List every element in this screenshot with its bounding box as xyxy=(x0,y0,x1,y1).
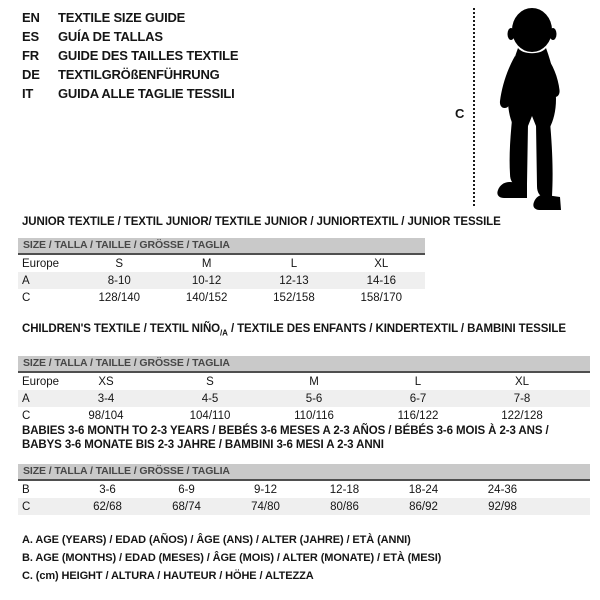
table-row xyxy=(18,272,425,289)
column-header: XS xyxy=(98,375,114,388)
footnote-a: A. AGE (YEARS) / EDAD (AÑOS) / ÂGE (ANS) / ALTER (JAHRE) / ETÀ (ANNI) xyxy=(22,534,411,546)
height-measure-figure xyxy=(450,4,598,214)
table-row xyxy=(18,373,590,390)
lang-title: TEXTILE SIZE GUIDE xyxy=(58,10,186,25)
table-cell: 152/158 xyxy=(273,291,315,304)
column-header: XL xyxy=(514,375,530,388)
lang-code: ES xyxy=(22,29,39,44)
lang-code: DE xyxy=(22,67,40,82)
section-babies-textile xyxy=(18,424,590,515)
lang-title: GUÍA DE TALLAS xyxy=(58,29,163,44)
table-cell: 122/128 xyxy=(501,409,543,422)
height-measure-label: C xyxy=(455,106,465,121)
table-cell: 68/74 xyxy=(172,500,201,513)
children-title-sub: /A xyxy=(220,328,228,338)
table-row xyxy=(18,498,590,515)
row-label: C xyxy=(22,409,31,422)
height-dotted-line xyxy=(473,8,475,206)
column-header: S xyxy=(206,375,214,388)
lang-row-es xyxy=(22,27,238,46)
row-label: Europe xyxy=(22,257,60,270)
table-cell: 6-7 xyxy=(409,392,427,405)
table-cell: 14-16 xyxy=(366,274,396,287)
children-title-post: / TEXTILE DES ENFANTS / KINDERTEXTIL / BAMBINI TESSILE xyxy=(227,323,566,335)
table-cell: 12-13 xyxy=(279,274,309,287)
table-cell: 3-4 xyxy=(97,392,115,405)
lang-row-de xyxy=(22,65,238,84)
lang-title: GUIDE DES TAILLES TEXTILE xyxy=(58,48,239,63)
section-junior-textile xyxy=(18,215,501,306)
language-title-list xyxy=(22,8,238,103)
table-cell: 158/170 xyxy=(360,291,403,304)
table-cell: 110/116 xyxy=(294,409,334,422)
table-cell: 10-12 xyxy=(191,274,222,287)
table-cell: 6-9 xyxy=(178,483,195,496)
junior-title: JUNIOR TEXTILE / TEXTIL JUNIOR/ TEXTILE JUNIOR / JUNIORTEXTIL / JUNIOR TESSILE xyxy=(22,216,501,228)
toddler-silhouette-icon xyxy=(486,6,576,211)
table-cell: 5-6 xyxy=(305,392,323,405)
lang-title: TEXTILGRÖßENFÜHRUNG xyxy=(58,67,220,82)
row-label: Europe xyxy=(22,375,60,388)
lang-row-en xyxy=(22,8,238,27)
table-cell: 24-36 xyxy=(487,483,518,496)
babies-title-line2: BABYS 3-6 MONATE BIS 2-3 JAHRE / BAMBINI 3-6 MESI A 2-3 ANNI xyxy=(22,439,384,451)
column-header: M xyxy=(201,257,212,270)
babies-size-header: SIZE / TALLA / TAILLE / GRÖSSE / TAGLIA xyxy=(18,464,590,481)
table-cell: 104/110 xyxy=(189,409,231,422)
table-cell: 62/68 xyxy=(93,500,122,513)
table-cell: 9-12 xyxy=(253,483,278,496)
junior-size-header: SIZE / TALLA / TAILLE / GRÖSSE / TAGLIA xyxy=(18,238,425,255)
table-cell: 3-6 xyxy=(99,483,116,496)
table-cell: 7-8 xyxy=(513,392,531,405)
table-cell: 8-10 xyxy=(107,274,131,287)
table-cell: 74/80 xyxy=(251,500,280,513)
table-cell: 18-24 xyxy=(408,483,439,496)
row-label: C xyxy=(22,291,31,304)
table-cell: 98/104 xyxy=(88,409,124,422)
table-row xyxy=(18,390,590,407)
table-cell: 92/98 xyxy=(488,500,517,513)
section-children-textile xyxy=(18,322,590,424)
lang-row-fr xyxy=(22,46,238,65)
table-cell: 4-5 xyxy=(201,392,219,405)
row-label: B xyxy=(22,483,30,496)
measure-legend xyxy=(22,531,441,585)
children-title-pre: CHILDREN'S TEXTILE / TEXTIL NIÑO xyxy=(22,323,221,335)
table-row xyxy=(18,407,590,424)
lang-code: IT xyxy=(22,86,34,101)
table-cell: 128/140 xyxy=(98,291,141,304)
babies-title-line1: BABIES 3-6 MONTH TO 2-3 YEARS / BEBÉS 3-6 MESES A 2-3 AÑOS / BÉBÉS 3-6 MOIS À 2-3 ANS / xyxy=(22,425,549,437)
column-header: L xyxy=(290,257,298,270)
table-cell: 12-18 xyxy=(329,483,360,496)
column-header: M xyxy=(309,375,319,388)
table-cell: 116/122 xyxy=(397,409,439,422)
row-label: C xyxy=(22,500,31,513)
column-header: L xyxy=(414,375,422,388)
row-label: A xyxy=(22,274,30,287)
footnote-c: C. (cm) HEIGHT / ALTURA / HAUTEUR / HÖHE / ALTEZZA xyxy=(22,570,314,582)
lang-row-it xyxy=(22,84,238,103)
row-label: A xyxy=(22,392,30,405)
table-cell: 86/92 xyxy=(409,500,438,513)
children-size-header: SIZE / TALLA / TAILLE / GRÖSSE / TAGLIA xyxy=(18,356,590,373)
footnote-b: B. AGE (MONTHS) / EDAD (MESES) / ÂGE (MOIS) / ALTER (MONATE) / ETÀ (MESI) xyxy=(22,552,442,564)
lang-code: EN xyxy=(22,10,40,25)
column-header: XL xyxy=(374,257,389,270)
table-cell: 80/86 xyxy=(330,500,359,513)
lang-title: GUIDA ALLE TAGLIE TESSILI xyxy=(58,86,235,101)
table-cell: 140/152 xyxy=(185,291,228,304)
lang-code: FR xyxy=(22,48,39,63)
column-header: S xyxy=(115,257,124,270)
table-row xyxy=(18,481,590,498)
table-row xyxy=(18,255,425,272)
children-title xyxy=(18,322,590,340)
spacer xyxy=(18,452,590,464)
table-row xyxy=(18,289,425,306)
